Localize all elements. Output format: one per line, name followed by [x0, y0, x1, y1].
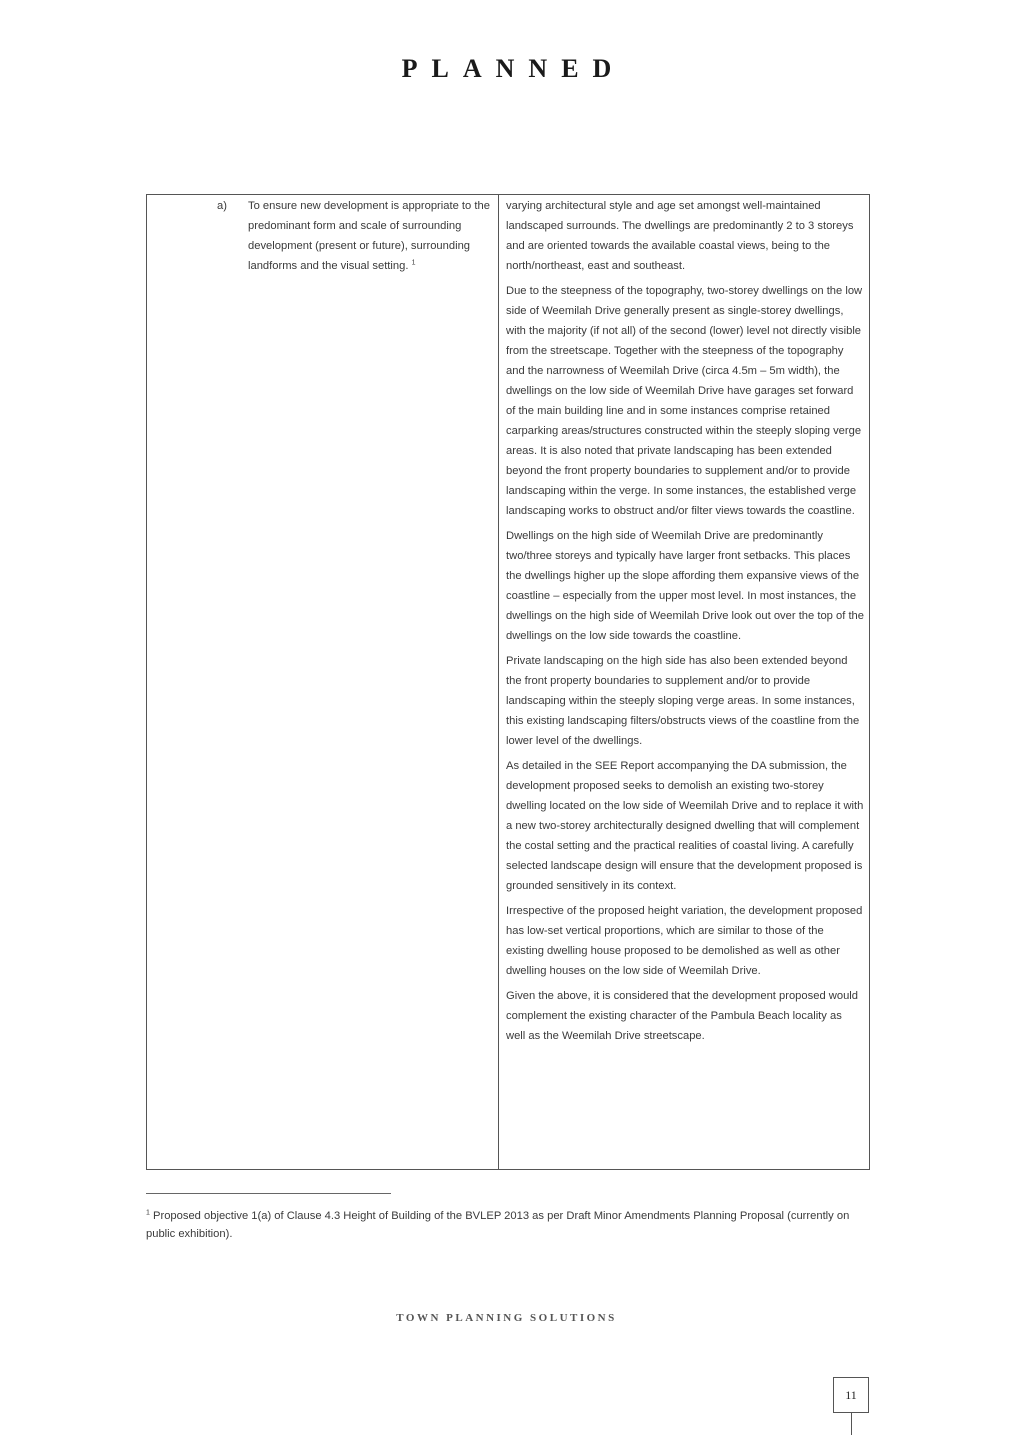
- assessment-paragraph: Private landscaping on the high side has also been extended beyond the front property boundaries to supplement and/or to provide landscaping within the steeply sloping verge areas. In some instances, this existing landscaping filters/obstructs views of the coastline from the lower level of the dwellings.: [506, 655, 860, 747]
- footnote-text: Proposed objective 1(a) of Clause 4.3 Height of Building of the BVLEP 2013 as per Draft Minor Amendments Planning Proposal (currently on public exhibition).: [146, 1210, 850, 1240]
- assessment-table: [146, 194, 870, 1170]
- page-number: 11: [845, 1387, 857, 1402]
- objective-number: a): [217, 200, 227, 212]
- objective-text-block: [248, 196, 492, 276]
- header-brand: PLANNED: [401, 54, 626, 83]
- assessment-paragraph: Irrespective of the proposed height variation, the development proposed has low-set vertical proportions, which are similar to those of the existing dwelling house proposed to be demolished as well as other dwelling houses on the low side of Weemilah Drive.: [506, 905, 863, 977]
- footnote: [146, 1207, 866, 1243]
- page-number-tick: [851, 1413, 852, 1435]
- column-divider: [498, 195, 499, 1169]
- footer-company: TOWN PLANNING SOLUTIONS: [396, 1312, 617, 1324]
- assessment-paragraph: Due to the steepness of the topography, two-storey dwellings on the low side of Weemilah Drive generally present as single-storey dwellings, with the majority (if not all) of the second (lower) level not directly visible from the streetscape. Together with the steepness of the topography and the narrowness of Weemilah Drive (circa 4.5m – 5m width), the dwellings on the low side of Weemilah Drive have garages set forward of the main building line and in some instances comprise retained carparking areas/structures constructed within the steeply sloping verge areas. It is also noted that private landscaping has been extended beyond the front property boundaries to supplement and/or to provide landscaping within the verge. In some instances, the established verge landscaping works to obstruct and/or filter views towards the coastline.: [506, 285, 863, 517]
- footnote-reference: 1: [411, 259, 416, 267]
- objective-text: To ensure new development is appropriate to the predominant form and scale of surrounding development (present or future), surrounding landforms and the visual setting.: [248, 200, 490, 272]
- assessment-paragraph: As detailed in the SEE Report accompanying the DA submission, the development proposed seeks to demolish an existing two-storey dwelling located on the low side of Weemilah Drive and to replace it with a new two-storey architecturally designed dwelling that will complement the costal setting and the practical realities of coastal living. A carefully selected landscape design will ensure that the development proposed is grounded sensitively in its context.: [506, 760, 864, 892]
- assessment-paragraph: Dwellings on the high side of Weemilah Drive are predominantly two/three storeys and typically have larger front setbacks. This places the dwellings higher up the slope affording them expansive views of the coastline – especially from the upper most level. In most instances, the dwellings on the high side of Weemilah Drive look out over the top of the dwellings on the low side towards the coastline.: [506, 530, 864, 642]
- assessment-paragraph: varying architectural style and age set amongst well-maintained landscaped surrounds. The dwellings are predominantly 2 to 3 storeys and are oriented towards the available coastal views, being to the north/northeast, east and southeast.: [506, 200, 854, 272]
- page-number-box: [833, 1377, 869, 1413]
- assessment-paragraph: Given the above, it is considered that the development proposed would complement the existing character of the Pambula Beach locality as well as the Weemilah Drive streetscape.: [506, 990, 859, 1042]
- assessment-cell: [506, 196, 864, 1051]
- footnote-divider: [146, 1193, 391, 1194]
- footnote-number: 1: [146, 1209, 150, 1217]
